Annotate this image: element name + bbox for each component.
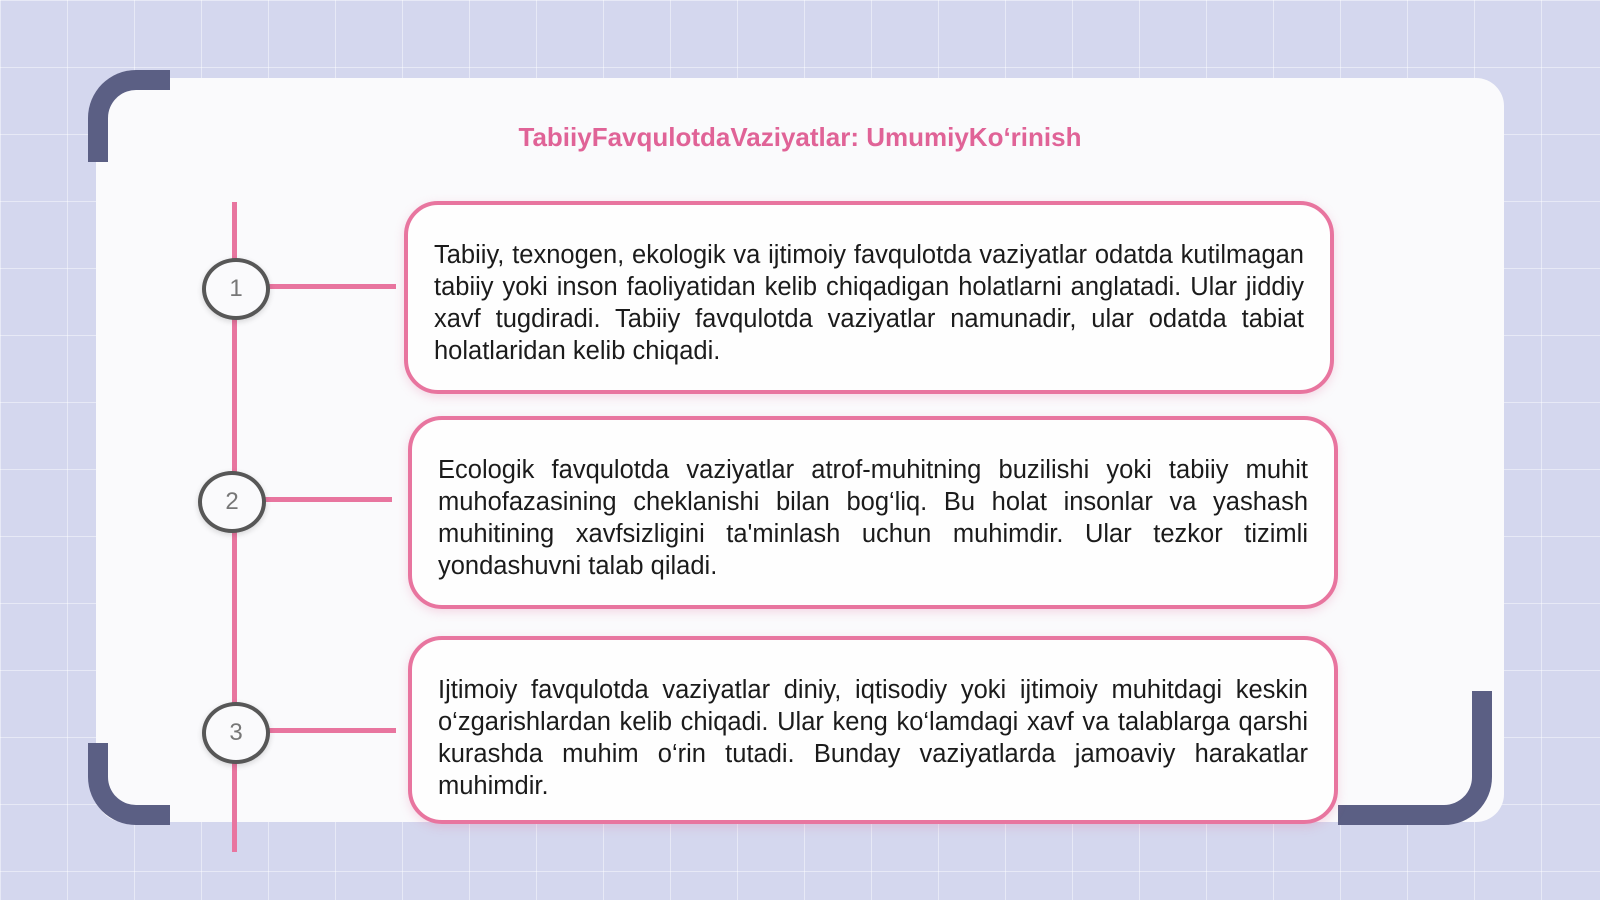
frame-corner-bottom-left bbox=[88, 743, 170, 825]
card-scallop bbox=[96, 595, 166, 655]
info-box-2 bbox=[408, 416, 1338, 609]
timeline-step-1 bbox=[202, 258, 270, 320]
step-number: 3 bbox=[229, 719, 243, 746]
card-scallop bbox=[96, 325, 166, 385]
card-scallop bbox=[96, 505, 166, 565]
info-box-1 bbox=[404, 201, 1334, 394]
info-box-text: Ecologik favqulotda vaziyatlar atrof-muhitning buzilishi yoki tabiiy muhit muhofazasining cheklanishi bilan bog‘liq. Bu holat insonlar va yashash muhitining xavfsizligini ta'minlash uchun muhimdir. Ular tezkor tizimli yondashuvni talab qiladi. bbox=[438, 456, 1308, 580]
timeline-connector bbox=[266, 728, 396, 733]
info-box-text: Ijtimoiy favqulotda vaziyatlar diniy, iqtisodiy yoki ijtimoiy muhitdagi keskin o‘zgarishlardan kelib chiqadi. Ular keng ko‘lamdagi xavf va talablarga qarshi kurashda muhim o‘rin tutadi. Bunday vaziyatlarda jamoaviy harakatlar muhimdir. bbox=[438, 676, 1308, 800]
step-number: 2 bbox=[225, 488, 239, 515]
frame-corner-top-left bbox=[88, 70, 170, 162]
info-box-3 bbox=[408, 636, 1338, 824]
frame-corner-bottom-right bbox=[1338, 691, 1492, 825]
card-scallop bbox=[96, 415, 166, 475]
card-scallop bbox=[96, 685, 166, 745]
timeline-connector bbox=[262, 497, 392, 502]
timeline-step-3 bbox=[202, 702, 270, 764]
timeline-step-2 bbox=[198, 471, 266, 533]
card-scallop bbox=[96, 235, 166, 295]
page-title: TabiiyFavqulotdaVaziyatlar: UmumiyKo‘rinish bbox=[518, 122, 1082, 152]
info-box-text: Tabiiy, texnogen, ekologik va ijtimoiy favqulotda vaziyatlar odatda kutilmagan tabiiy yoki inson faoliyatidan kelib chiqadigan holatlarni anglatadi. Ular jiddiy xavf tugdiradi. Tabiiy favqulotda vaziyatlar namunadir, ular odatda tabiat holatlaridan kelib chiqadi. bbox=[434, 241, 1304, 365]
timeline-connector bbox=[266, 284, 396, 289]
step-number: 1 bbox=[229, 275, 243, 302]
